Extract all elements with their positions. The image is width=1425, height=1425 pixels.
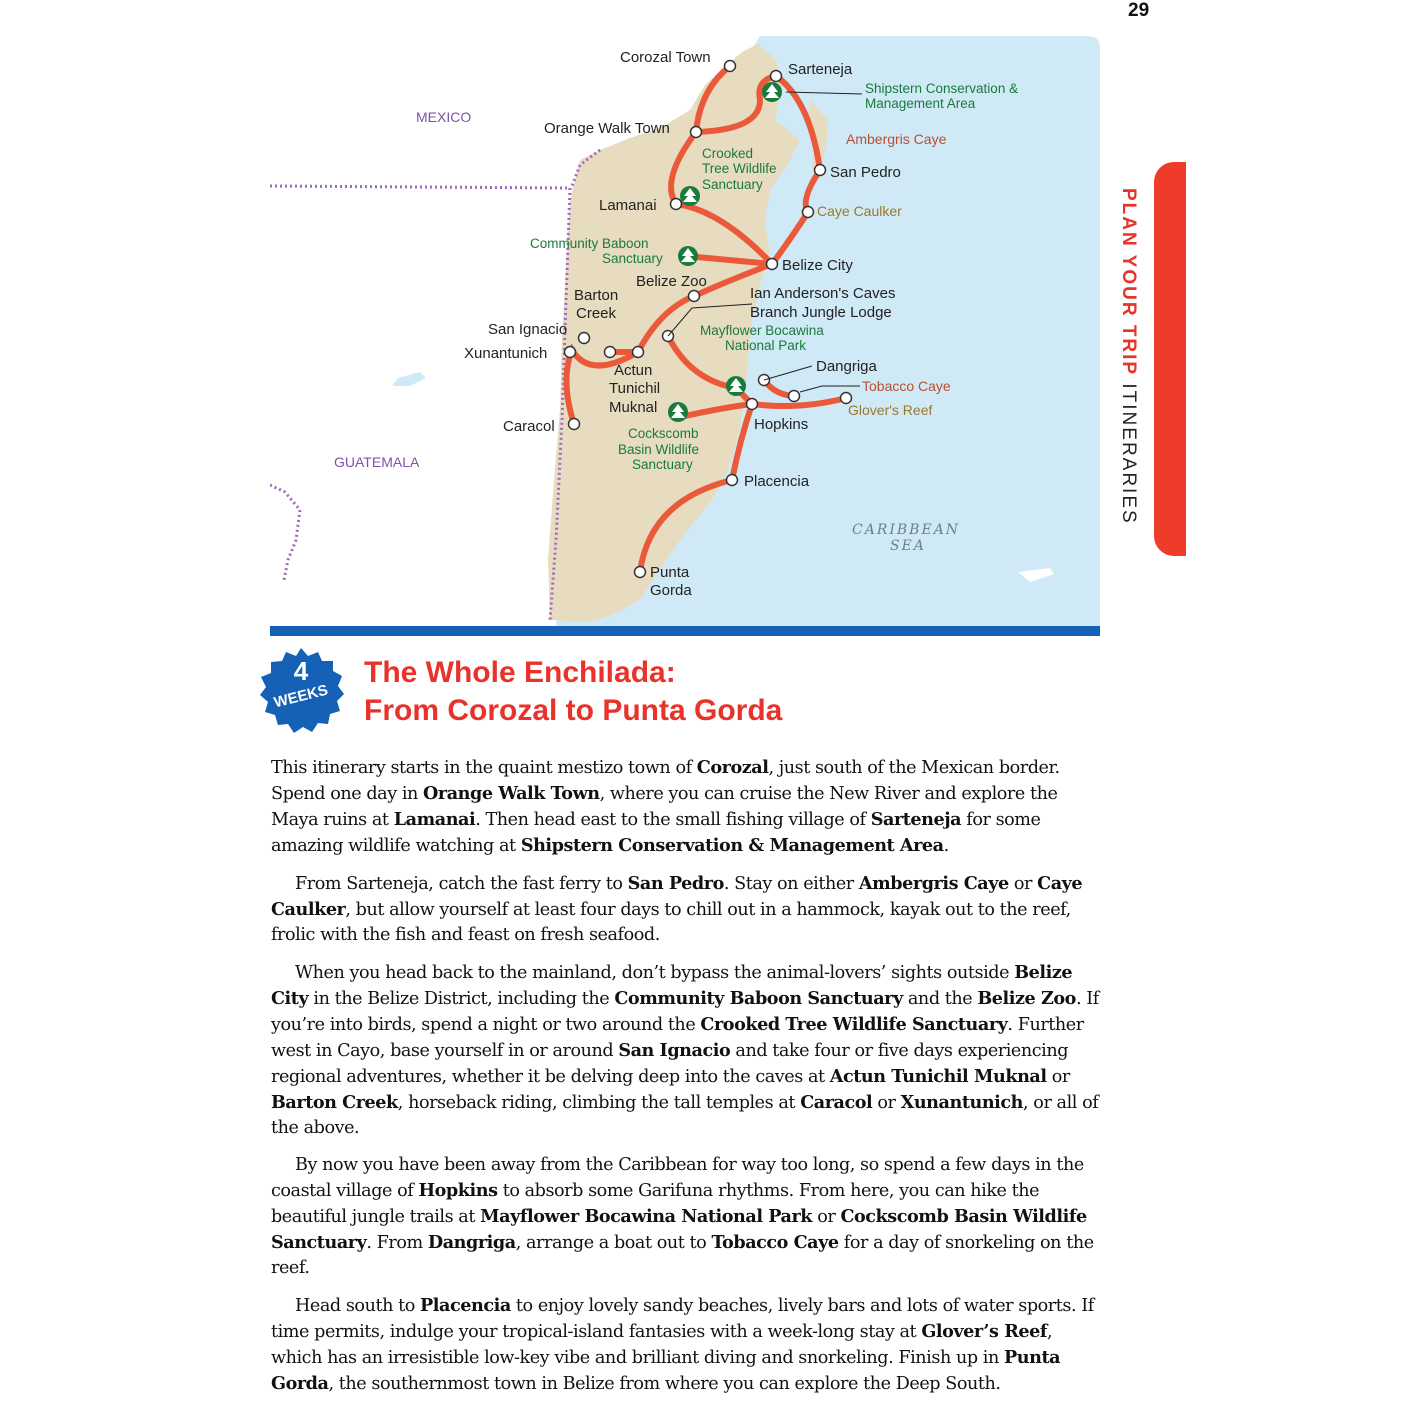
- text-run: . Stay on either: [723, 874, 859, 894]
- baboon-label-2: Sanctuary: [602, 251, 663, 266]
- hopkins-label: Hopkins: [754, 416, 809, 433]
- xunantunich-label: Xunantunich: [464, 345, 548, 362]
- text-run: , the southernmost town in Belize from where you can explore the Deep South.: [328, 1374, 1001, 1394]
- section-label: [1113, 188, 1143, 525]
- text-run: , which has an irresistible low-key vibe and brilliant diving and snorkeling. Finish up in: [271, 1322, 1053, 1368]
- body-paragraph: [271, 871, 1101, 948]
- text-run: or: [1046, 1067, 1070, 1087]
- tree-icon: [668, 402, 688, 422]
- section-label-bold: PLAN YOUR TRIP: [1118, 188, 1139, 377]
- ambergris-label: Ambergris Caye: [846, 131, 947, 147]
- body-paragraph: [271, 1153, 1101, 1281]
- text-run: , where you can cruise the New River and explore the Maya ruins at: [271, 784, 1058, 830]
- san-ignacio-label: San Ignacio: [488, 321, 568, 338]
- baboon-label-1: Community Baboon: [530, 236, 649, 251]
- san-pedro-label: San Pedro: [830, 164, 901, 181]
- place-name: Caye Caulker: [271, 873, 1083, 920]
- text-run: , but allow yourself at least four days to chill out in a hammock, kayak out to the reef, frolic with the fish and feast on fresh seafood.: [271, 900, 1071, 945]
- place-name: Actun Tunichil Muknal: [829, 1066, 1047, 1087]
- place-name: Glover’s Reef: [921, 1321, 1047, 1342]
- text-run: , arrange a boat out to: [515, 1233, 712, 1253]
- actun-label-2: Tunichil: [609, 380, 661, 397]
- crooked-tree-label-1: Crooked: [702, 146, 754, 161]
- body-paragraph: [271, 755, 1101, 859]
- itinerary-map: [270, 36, 1100, 636]
- place-name: San Pedro: [627, 873, 724, 894]
- text-run: or: [812, 1207, 841, 1227]
- badge-number: 4: [293, 656, 309, 686]
- place-name: Barton Creek: [271, 1092, 398, 1113]
- body-paragraph: [271, 960, 1101, 1141]
- text-run: in the Belize District, including the: [308, 989, 615, 1009]
- place-name: Dangriga: [427, 1232, 516, 1253]
- place-name: San Ignacio: [618, 1040, 731, 1061]
- shipstern-label-2: Management Area: [865, 96, 976, 111]
- text-run: or: [1008, 874, 1038, 894]
- text-run: .: [943, 836, 949, 856]
- mayflower-label-1: Mayflower Bocawina: [700, 323, 824, 338]
- place-name: Punta Gorda: [271, 1347, 1061, 1394]
- text-run: for some amazing wildlife watching at: [271, 810, 1041, 856]
- corozal-label: Corozal Town: [620, 49, 711, 66]
- mexico-label: MEXICO: [416, 109, 472, 125]
- placencia-label: Placencia: [744, 473, 810, 490]
- place-name: Placencia: [420, 1295, 511, 1316]
- cockscomb-label-2: Basin Wildlife: [618, 442, 700, 457]
- itinerary-body: [271, 755, 1101, 1409]
- caye-caulker-label: Caye Caulker: [817, 203, 902, 219]
- title-line-1: The Whole Enchilada:: [364, 656, 676, 689]
- place-name: Xunantunich: [900, 1092, 1024, 1113]
- crooked-tree-label-2: Tree Wildlife: [702, 161, 777, 176]
- text-run: , just south of the Mexican border. Spend one day in: [271, 758, 1060, 804]
- place-name: Caracol: [800, 1092, 873, 1113]
- glovers-label: Glover's Reef: [848, 402, 933, 418]
- guatemala-label: GUATEMALA: [334, 454, 420, 470]
- place-name: Orange Walk Town: [423, 783, 600, 804]
- mayflower-label-2: National Park: [725, 338, 807, 353]
- place-name: Community Baboon Sanctuary: [614, 988, 903, 1009]
- sea-label-2: SEA: [890, 538, 926, 554]
- body-paragraph: [271, 1293, 1101, 1397]
- orange-walk-label: Orange Walk Town: [544, 120, 670, 137]
- text-run: , horseback riding, climbing the tall temples at: [397, 1093, 801, 1113]
- branch-jungle-label: Branch Jungle Lodge: [750, 304, 892, 321]
- actun-label-1: Actun: [614, 362, 653, 379]
- barton-label-1: Barton: [574, 287, 619, 304]
- itinerary-title: [364, 654, 782, 730]
- text-run: and take four or five days experiencing regional adventures, whether it be delving deep into the caves at: [271, 1041, 1069, 1087]
- text-run: . Then head east to the small fishing village of: [475, 810, 871, 830]
- belize-zoo-label: Belize Zoo: [636, 273, 707, 290]
- map-bottom-bar: [270, 626, 1100, 636]
- place-name: Ambergris Caye: [858, 873, 1009, 894]
- place-name: Corozal: [696, 757, 769, 778]
- lamanai-label: Lamanai: [599, 197, 657, 214]
- text-run: By now you have been away from the Caribbean for way too long, so spend a few days in the coastal village of: [271, 1155, 1084, 1201]
- place-name: Hopkins: [418, 1180, 498, 1201]
- place-name: Shipstern Conservation & Management Area: [520, 835, 944, 856]
- sarteneja-label: Sarteneja: [788, 61, 853, 78]
- section-tab: [1154, 162, 1186, 556]
- actun-label-3: Muknal: [609, 399, 658, 416]
- crooked-tree-label-3: Sanctuary: [702, 177, 763, 192]
- tobacco-label: Tobacco Caye: [862, 378, 951, 394]
- punta-gorda-label-2: Gorda: [650, 582, 692, 599]
- section-label-rest: ITINERARIES: [1118, 376, 1139, 525]
- place-name: Belize Zoo: [977, 988, 1076, 1009]
- page-number: 29: [1128, 0, 1150, 21]
- badge-unit: WEEKS: [272, 681, 330, 712]
- place-name: Lamanai: [393, 809, 476, 830]
- cockscomb-label-1: Cockscomb: [628, 426, 699, 441]
- tree-icon: [762, 82, 782, 102]
- text-run: and the: [902, 989, 978, 1009]
- text-run: to absorb some Garifuna rhythms. From here, you can hike the beautiful jungle trails at: [271, 1181, 1040, 1227]
- tree-icon: [678, 246, 698, 266]
- sea-label-1: CARIBBEAN: [852, 522, 961, 538]
- text-run: for a day of snorkeling on the reef.: [271, 1233, 1094, 1278]
- title-line-2: From Corozal to Punta Gorda: [364, 694, 783, 727]
- place-name: Mayflower Bocawina National Park: [480, 1206, 813, 1227]
- barton-label-2: Creek: [576, 305, 617, 322]
- place-name: Belize City: [271, 962, 1073, 1009]
- text-run: This itinerary starts in the quaint mestizo town of: [271, 758, 697, 778]
- place-name: Cockscomb Basin Wildlife Sanctuary: [271, 1206, 1087, 1253]
- text-run: to enjoy lovely sandy beaches, lively bars and lots of water sports. If time permits, indulge your tropical-island fantasies with a week-long stay at: [271, 1296, 1094, 1342]
- tree-icon: [726, 376, 746, 396]
- place-name: Sarteneja: [870, 809, 962, 830]
- cockscomb-label-3: Sanctuary: [632, 457, 693, 472]
- text-run: or: [872, 1093, 901, 1113]
- shipstern-label-1: Shipstern Conservation &: [865, 81, 1019, 96]
- place-name: Tobacco Caye: [711, 1232, 839, 1253]
- ian-anderson-label: Ian Anderson's Caves: [750, 285, 896, 302]
- text-run: From Sarteneja, catch the fast ferry to: [295, 874, 628, 894]
- text-run: . From: [366, 1233, 428, 1253]
- text-run: Head south to: [295, 1296, 421, 1316]
- text-run: , or all of the above.: [271, 1093, 1099, 1138]
- dangriga-label: Dangriga: [816, 358, 877, 375]
- duration-badge: [256, 646, 346, 736]
- text-run: . Further west in Cayo, base yourself in or around: [271, 1015, 1084, 1061]
- place-name: Crooked Tree Wildlife Sanctuary: [700, 1014, 1008, 1035]
- caracol-label: Caracol: [503, 418, 555, 435]
- belize-city-label: Belize City: [782, 257, 853, 274]
- punta-gorda-label-1: Punta: [650, 564, 690, 581]
- text-run: When you head back to the mainland, don’t bypass the animal-lovers’ sights outside: [295, 963, 1015, 983]
- text-run: . If you’re into birds, spend a night or two around the: [271, 989, 1099, 1035]
- tree-icon: [680, 186, 700, 206]
